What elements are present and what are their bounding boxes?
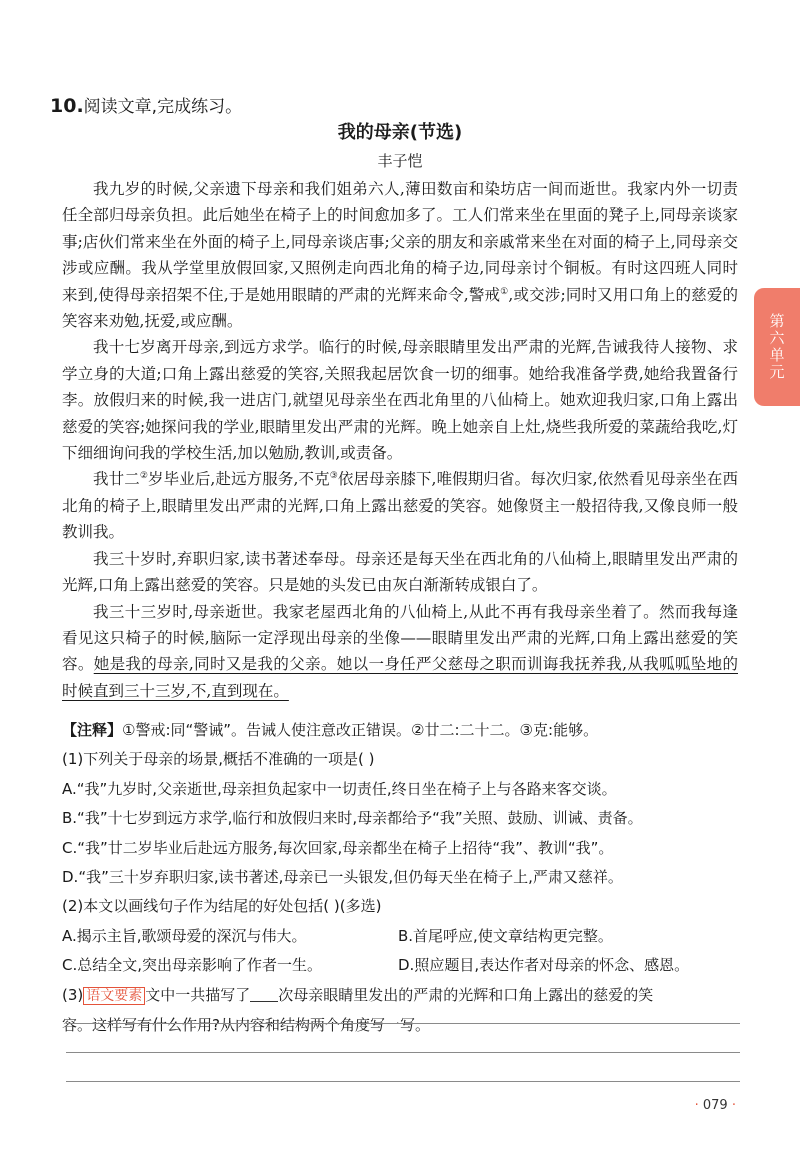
q3-fill-blank[interactable] — [250, 985, 278, 1002]
q3-tag-badge: 语文要素 — [83, 987, 145, 1005]
dot-right-icon: · — [731, 1098, 736, 1113]
paragraph-5: 我三十三岁时,母亲逝世。我家老屋西北角的八仙椅上,从此不再有我母亲坐着了。然而我每逢看见这只椅子的时候,脑际一定浮现出母亲的坐像——眼睛里发出严肃的光辉,口角上露出慈爱的笑容。她是我的母亲,同时又是我的父亲。她以一身任严父慈母之职而训诲我抚养我,从我呱呱坠地的时候直到三十三岁,不,直到现在。 — [62, 602, 738, 700]
q2-stem: (2)本文以画线句子作为结尾的好处包括( )(多选) — [62, 897, 382, 916]
answer-line-1[interactable] — [66, 1023, 740, 1024]
answer-line-2[interactable] — [66, 1052, 740, 1053]
q1-option-c[interactable]: C.“我”廿二岁毕业后赴远方服务,每次回家,母亲都坐在椅子上招待“我”、教训“我”。 — [62, 838, 614, 857]
q2-option-b[interactable]: B.首尾呼应,使文章结构更完整。 — [398, 926, 613, 945]
q2-options-row-1 — [62, 922, 752, 951]
answer-line-3[interactable] — [66, 1081, 740, 1082]
paragraph-3: 我廿二②岁毕业后,赴远方服务,不克③依居母亲膝下,唯假期归省。每次归家,依然看见母亲坐在西北角的椅子上,眼睛里发出严肃的光辉,口角上露出慈爱的笑容。她像贤主一般招待我,又像良师一般教训我。 — [62, 470, 739, 542]
unit-side-tab-label: 第六单元 — [767, 313, 786, 381]
paragraph-2: 我十七岁离开母亲,到远方求学。临行的时候,母亲眼睛里发出严肃的光辉,告诫我待人接物、求学立身的大道;口角上露出慈爱的笑容,关照我起居饮食一切的细事。她给我准备学费,她给我置备行李。放假归来的时候,我一进店门,就望见母亲坐在西北角里的八仙椅上。她欢迎我归家,口角上露出慈爱的笑容;她探问我的学业,眼睛里发出严肃的光辉。晚上她亲自上灶,烧些我所爱的菜蔬给我吃,灯下细细询问我的学校生活,加以勉励,教训,或责备。 — [62, 338, 738, 463]
article-body — [62, 176, 738, 704]
q3-stem-cont: 容。这样写有什么作用?从内容和结构两个角度写一写。 — [62, 1016, 430, 1035]
q2-option-a[interactable]: A.揭示主旨,歌颂母爱的深沉与伟大。 — [62, 926, 307, 945]
unit-side-tab — [754, 288, 800, 406]
q1-option-d[interactable]: D.“我”三十岁弃职归家,读书著述,母亲已一头银发,但仍每天坐在椅子上,严肃又慈祥。 — [62, 868, 623, 887]
article-author: 丰子恺 — [377, 152, 423, 170]
questions-section — [62, 716, 752, 1040]
q1-stem: (1)下列关于母亲的场景,概括不准确的一项是( ) — [62, 750, 375, 769]
q3-stem: (3) 语文要素 文中一共描写了 次母亲眼睛里发出的严肃的光辉和口角上露出的慈爱的笑 — [62, 985, 654, 1004]
question-instruction: 阅读文章,完成练习。 — [83, 97, 243, 117]
question-header — [50, 92, 242, 117]
page-number: · 079 · — [694, 1098, 736, 1113]
q2-option-d[interactable]: D.照应题目,表达作者对母亲的怀念、感恩。 — [398, 956, 690, 975]
footnote-ref-1: ① — [500, 286, 509, 297]
paragraph-1: 我九岁的时候,父亲遗下母亲和我们姐弟六人,薄田数亩和染坊店一间而逝世。我家内外一切责任全部归母亲负担。此后她坐在椅子上的时间愈加多了。工人们常来坐在里面的凳子上,同母亲谈家事;店伙们常来坐在外面的椅子上,同母亲谈店事;父亲的朋友和亲戚常来坐在对面的椅子上,同母亲交涉或应酬。我从学堂里放假回家,又照例走向西北角的椅子边,同母亲讨个铜板。有时这四班人同时来到,使得母亲招架不住,于是她用眼睛的严肃的光辉来命令,警戒①,或交涉;同时又用口角上的慈爱的笑容来劝勉,抚爱,或应酬。 — [62, 180, 738, 331]
dot-left-icon: · — [694, 1098, 699, 1113]
footnotes: 【注释】①警戒:同“警诫”。告诫人使注意改正错误。②廿二:二十二。③克:能够。 — [62, 721, 599, 739]
paragraph-4: 我三十岁时,弃职归家,读书著述奉母。母亲还是每天坐在西北角的八仙椅上,眼睛里发出严肃的光辉,口角上露出慈爱的笑容。只是她的头发已由灰白渐渐转成银白了。 — [62, 549, 738, 595]
q2-options-row-2 — [62, 951, 752, 980]
q1-option-b[interactable]: B.“我”十七岁到远方求学,临行和放假归来时,母亲都给予“我”关照、鼓励、训诫、责备。 — [62, 809, 643, 828]
q2-option-c[interactable]: C.总结全文,突出母亲影响了作者一生。 — [62, 956, 323, 975]
q1-option-a[interactable]: A.“我”九岁时,父亲逝世,母亲担负起家中一切责任,终日坐在椅子上与各路来客交谈。 — [62, 779, 617, 798]
footnote-ref-2: ② — [139, 471, 149, 482]
question-number: 10. — [50, 95, 84, 117]
article-title: 我的母亲(节选) — [337, 122, 463, 143]
footnote-ref-3: ③ — [329, 471, 338, 482]
underlined-ending-sentence: 她是我的母亲,同时又是我的父亲。她以一身任严父慈母之职而训诲我抚养我,从我呱呱坠地的时候直到三十三岁,不,直到现在。 — [62, 655, 738, 700]
